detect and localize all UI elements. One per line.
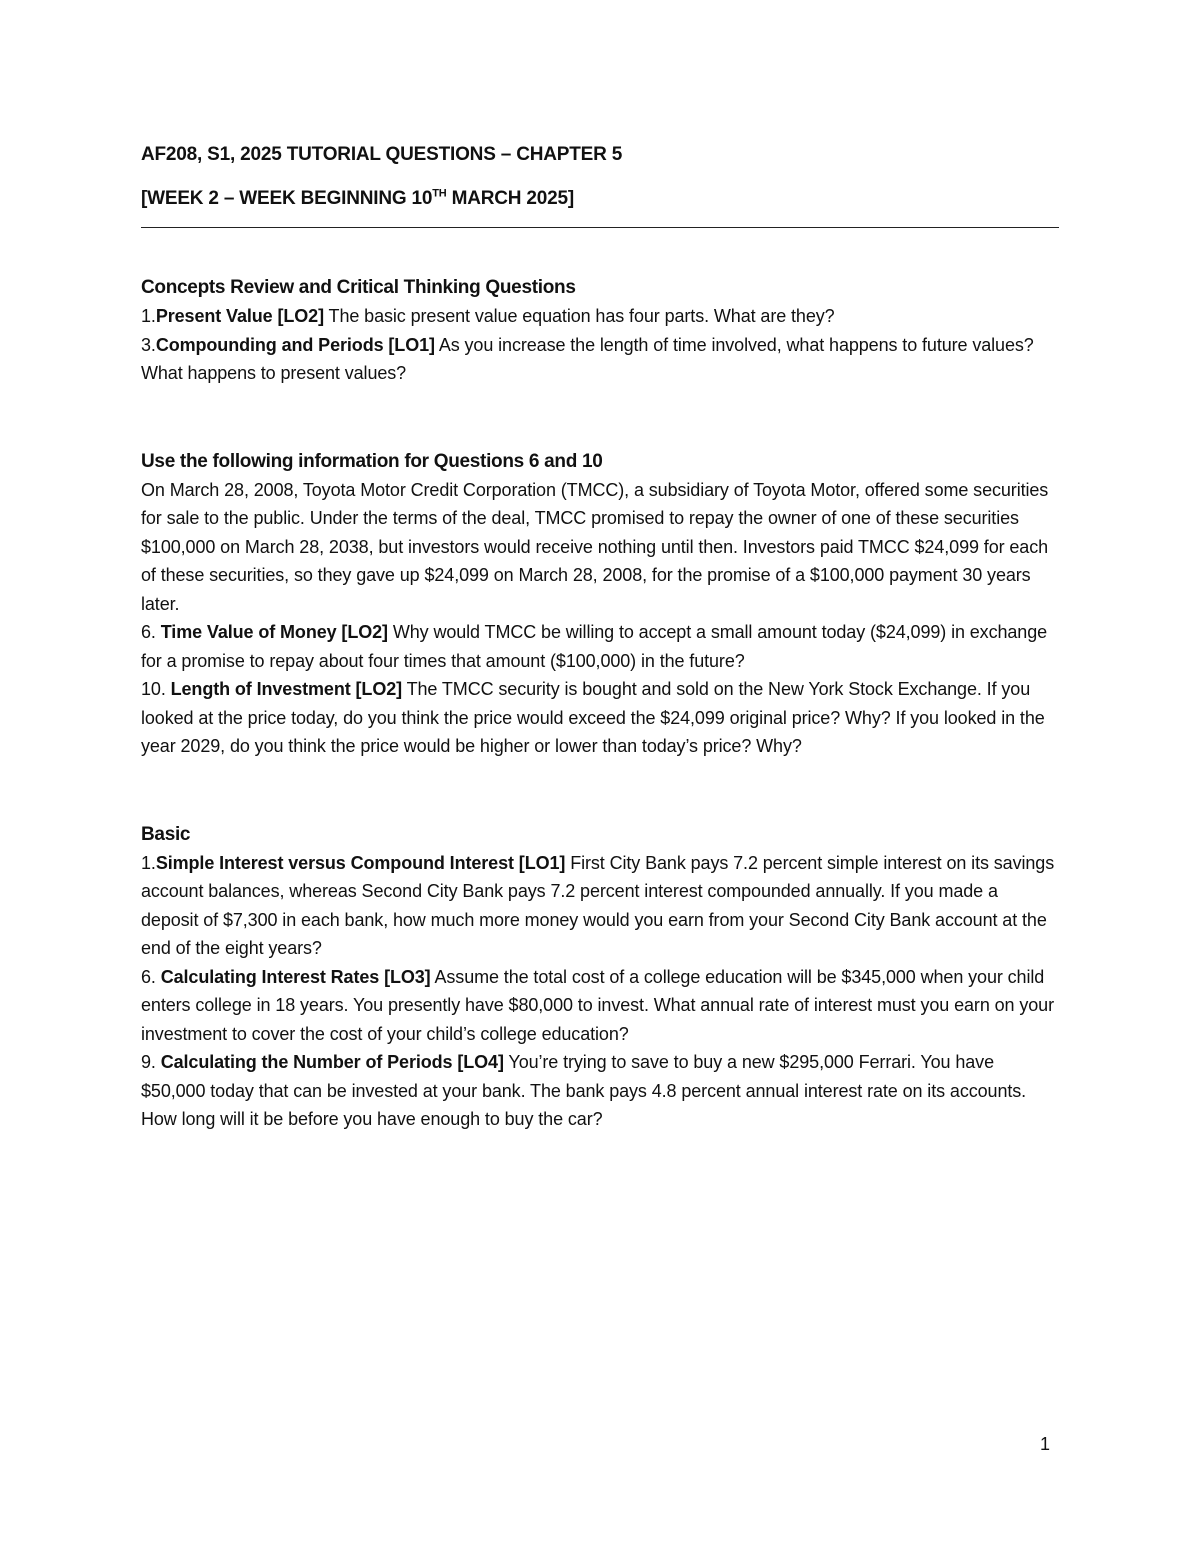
week-prefix: [WEEK 2 – WEEK BEGINNING 10: [141, 188, 433, 209]
week-suffix: MARCH 2025]: [446, 188, 574, 209]
week-line: [141, 185, 1059, 213]
question-number: 3.: [141, 334, 156, 355]
question-text: The TMCC security is bought and sold on the New York Stock Exchange. If you looked at the price today, do you think the price would exceed the $24,099 original price? Why? If you looked in the year 2029, do you think the price would be higher or lower than today’s price? Why?: [141, 679, 1045, 756]
page-content: [141, 141, 1059, 1134]
info-heading: Use the following information for Questions 6 and 10: [141, 450, 603, 472]
question-text: The basic present value equation has four parts. What are they?: [323, 306, 835, 326]
question-label: Calculating Interest Rates [LO3]: [160, 966, 431, 987]
concepts-question-3: [141, 331, 1059, 388]
question-label: Compounding and Periods [LO1]: [155, 334, 435, 355]
basic-question-9: [141, 1048, 1059, 1134]
basic-question-6: [141, 963, 1059, 1049]
question-number: 1.: [141, 852, 156, 873]
question-text: Assume the total cost of a college education will be $345,000 when your child enters college in 18 years. You presently have $80,000 to invest. What annual rate of interest must you earn on your investment to cover the cost of your child’s college education?: [141, 966, 1054, 1044]
header-divider: [141, 227, 1059, 228]
question-text: You’re trying to save to buy a new $295,000 Ferrari. You have $50,000 today that can be invested at your bank. The bank pays 4.8 percent annual interest rate on its accounts. How long will it be before you have enough to buy the car?: [141, 1052, 1027, 1129]
question-label: Calculating the Number of Periods [LO4]: [160, 1052, 504, 1072]
info-paragraph: On March 28, 2008, Toyota Motor Credit Corporation (TMCC), a subsidiary of Toyota Motor, offered some securities for sale to the public. Under the terms of the deal, TMCC promised to repay the owner of one of these securities $100,000 on March 28, 2038, but investors would receive nothing until then. Investors paid TMCC $24,099 for each of these securities, so they gave up $24,099 on March 28, 2008, for the promise of a $100,000 payment 30 years later.: [141, 479, 1049, 614]
document-title: AF208, S1, 2025 TUTORIAL QUESTIONS – CHAPTER 5: [141, 144, 623, 165]
question-number: 6.: [141, 622, 161, 642]
question-number: 10.: [141, 679, 171, 699]
info-question-10: [141, 675, 1059, 761]
week-superscript: TH: [432, 187, 447, 200]
question-label: Present Value [LO2]: [155, 306, 324, 326]
question-label: Simple Interest versus Compound Interest [LO1]: [155, 852, 566, 873]
question-number: 9.: [141, 1052, 161, 1072]
question-text: As you increase the length of time involved, what happens to future values? What happens to present values?: [141, 334, 1034, 383]
question-label: Time Value of Money [LO2]: [160, 622, 388, 642]
concepts-heading: Concepts Review and Critical Thinking Questions: [141, 277, 576, 298]
question-text: Why would TMCC be willing to accept a small amount today ($24,099) in exchange for a promise to repay about four times that amount ($100,000) in the future?: [141, 622, 1048, 671]
basic-heading: Basic: [141, 823, 191, 845]
page-number: 1: [1040, 1434, 1051, 1454]
question-number: 6.: [141, 966, 161, 987]
question-text: First City Bank pays 7.2 percent simple interest on its savings account balances, whereas Second City Bank pays 7.2 percent interest compounded annually. If you made a deposit of $7,300 in each bank, how much more money would you earn from your Second City Bank account at the end of the eight years?: [141, 852, 1055, 958]
question-number: 1.: [141, 306, 156, 326]
concepts-question-1: [141, 302, 1059, 331]
basic-question-1: [141, 849, 1059, 963]
question-label: Length of Investment [LO2]: [170, 679, 403, 699]
info-question-6: [141, 618, 1059, 675]
